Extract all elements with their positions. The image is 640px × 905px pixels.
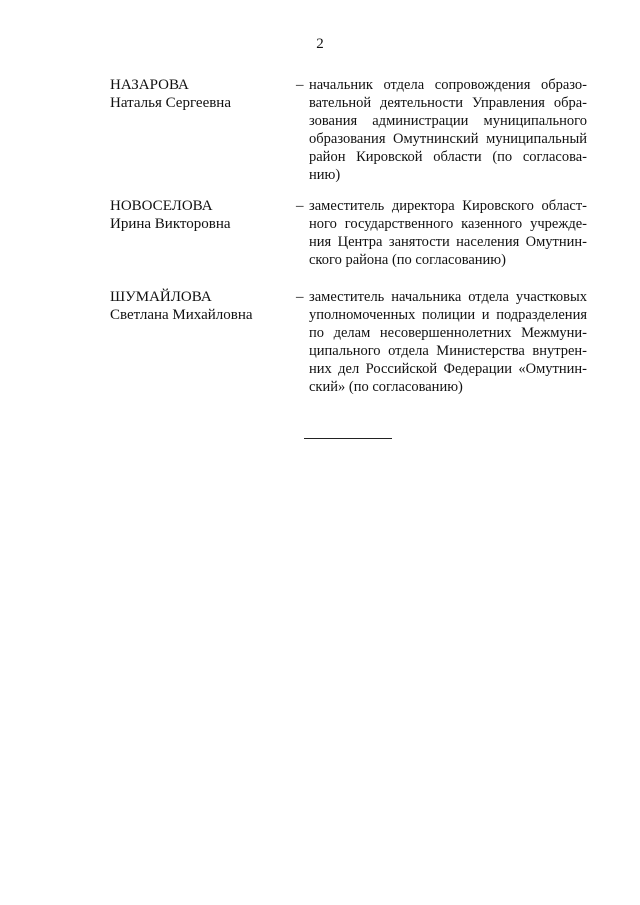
page-number: 2: [316, 36, 324, 52]
position-line: вательной деятельности Управления обра-: [309, 95, 587, 111]
position-line: них дел Российской Федерации «Омутнин-: [309, 361, 587, 377]
position-line: район Кировской области (по согласова-: [309, 149, 587, 165]
dash-separator: –: [296, 198, 304, 214]
member-position: [309, 76, 587, 184]
position-line: по делам несовершеннолетних Межмуни-: [309, 325, 587, 341]
member-given-names: Наталья Сергеевна: [110, 95, 231, 111]
member-position: [309, 288, 587, 396]
position-line: заместитель директора Кировского област-: [309, 198, 587, 214]
member-name: [110, 288, 290, 324]
member-name: [110, 76, 290, 112]
dash-separator: –: [296, 77, 304, 93]
position-line: начальник отдела сопровождения образо-: [309, 77, 587, 93]
position-line: ский» (по согласованию): [309, 379, 463, 395]
position-line: уполномоченных полиции и подразделения: [309, 307, 587, 323]
position-line: ного государственного казенного учрежде-: [309, 216, 587, 232]
position-line: нию): [309, 167, 341, 183]
member-given-names: Светлана Михайловна: [110, 307, 253, 323]
dash-separator: –: [296, 289, 304, 305]
member-surname: ШУМАЙЛОВА: [110, 289, 212, 305]
member-surname: НОВОСЕЛОВА: [110, 198, 213, 214]
end-of-list-rule: [304, 438, 392, 439]
position-line: зования администрации муниципального: [309, 113, 587, 129]
position-line: ципального отдела Министерства внутрен-: [309, 343, 587, 359]
member-surname: НАЗАРОВА: [110, 77, 189, 93]
position-line: образования Омутнинский муниципальный: [309, 131, 587, 147]
member-name: [110, 197, 290, 233]
position-line: ского района (по согласованию): [309, 252, 506, 268]
position-line: ния Центра занятости населения Омутнин-: [309, 234, 587, 250]
position-line: заместитель начальника отдела участковых: [309, 289, 587, 305]
member-given-names: Ирина Викторовна: [110, 216, 231, 232]
member-position: [309, 197, 587, 269]
